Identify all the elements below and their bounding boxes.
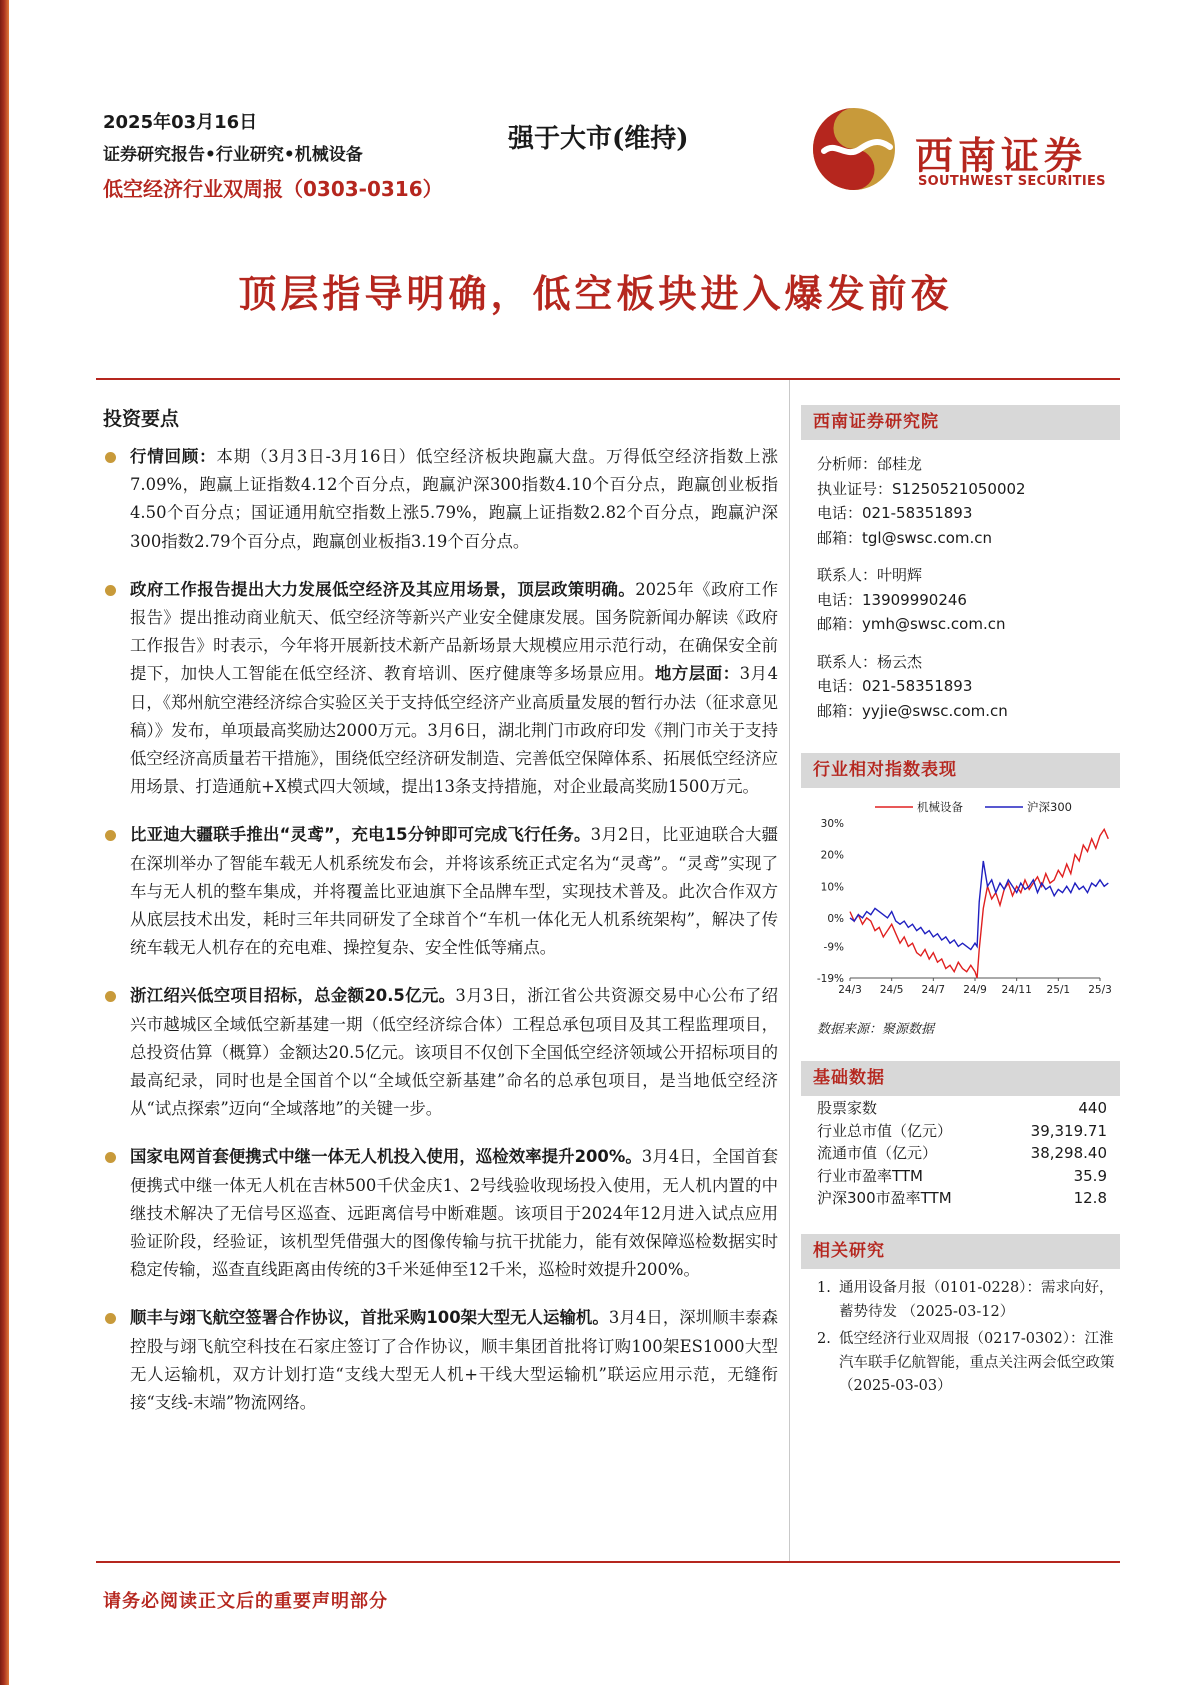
contact-line: 邮箱：tgl@swsc.com.cn [817, 528, 993, 547]
bullet-body: 3月3日，浙江省公共资源交易中心公布了绍兴市越城区全域低空新基建一期（低空经济综合体）工程总承包项目及其工程监理项目，总投资估算（概算）金额达20.5亿元。该项目不仅创下全国低空经济领域公开招标项目的最高纪录，同时也是全国首个以“全域低空新基建”命名的总承包项目，是当地低空经济从“试点探索”迈向“全域落地”的关键一步。 [130, 986, 778, 1119]
bullet-body: 3月4日，深圳顺丰泰森控股与翊飞航空科技在石家庄签订了合作协议，顺丰集团首批将订购100架ES1000大型无人运输机，双方计划打造“支线大型无人机+干线大型运输机”联运应用示范，无缝衔接“支线-末端”物流网络。 [130, 1308, 778, 1413]
base-data-row [817, 1120, 1107, 1143]
y-tick-label: 10% [820, 881, 844, 894]
base-data-value: 35.9 [1073, 1166, 1107, 1185]
contact-line: 电话：13909990246 [817, 590, 967, 609]
related-item-text: 通用设备月报（0101-0228）：需求向好，蓄势待发 （2025-03-12） [839, 1280, 1114, 1320]
contact-line: 执业证号：S1250521050002 [817, 479, 1026, 498]
brand-name-en: SOUTHWEST SECURITIES [918, 174, 1106, 189]
contact-line: 联系人：杨云杰 [817, 652, 923, 671]
base-data-value: 12.8 [1073, 1189, 1107, 1208]
base-data-value: 38,298.40 [1030, 1144, 1107, 1163]
bullet-dot-icon [105, 991, 116, 1002]
related-research-list [817, 1277, 1117, 1403]
x-tick-label: 25/3 [1088, 984, 1112, 996]
analyst-contacts [817, 452, 1117, 723]
brand-logo-icon [812, 107, 896, 191]
section-title-investment-points: 投资要点 [103, 408, 180, 430]
sidebar-header-base-data: 基础数据 [801, 1061, 1120, 1096]
x-tick-label: 25/1 [1046, 984, 1071, 996]
relative-index-chart [805, 793, 1115, 1003]
base-data-value: 39,319.71 [1030, 1121, 1107, 1140]
bullet-heading: 政府工作报告提出大力发展低空经济及其应用场景，顶层政策明确。 [130, 579, 636, 599]
bullet-subheading: 地方层面： [654, 664, 740, 684]
bullet-dot-icon [105, 1313, 116, 1324]
contact-line: 电话：021-58351893 [817, 677, 973, 695]
bullet-dot-icon [105, 452, 116, 463]
bullet-heading: 顺丰与翊飞航空签署合作协议，首批采购100架大型无人运输机。 [130, 1308, 609, 1328]
sidebar-header-institute: 西南证券研究院 [801, 405, 1120, 440]
y-tick-label: 0% [827, 912, 844, 925]
investment-bullet [103, 1143, 778, 1284]
x-tick-label: 24/9 [963, 984, 987, 996]
series-line-2 [850, 861, 1108, 950]
contact-line: 分析师：邰桂龙 [817, 455, 923, 473]
contact-gap [817, 637, 1117, 650]
base-data-label: 沪深300市盈率TTM [817, 1189, 952, 1208]
report-title: 顶层指导明确，低空板块进入爆发前夜 [238, 271, 953, 316]
related-research-item [817, 1277, 1117, 1324]
column-divider [789, 380, 790, 1561]
base-data-row [817, 1097, 1107, 1120]
bullet-dot-icon [105, 585, 116, 596]
contact-line: 邮箱：ymh@swsc.com.cn [817, 615, 1006, 633]
bullet-heading: 行情回顾： [130, 447, 217, 466]
base-data-label: 行业市盈率TTM [817, 1166, 924, 1185]
investment-bullet [103, 1304, 778, 1417]
base-data-label: 行业总市值（亿元） [817, 1121, 953, 1140]
base-data-label: 流通市值（亿元） [817, 1144, 938, 1163]
bullet-heading: 比亚迪大疆联手推出“灵鸢”，充电15分钟即可完成飞行任务。 [130, 825, 591, 845]
x-tick-label: 24/3 [838, 984, 862, 996]
base-data-row [817, 1142, 1107, 1165]
related-item-number: 1. [817, 1280, 831, 1296]
y-tick-label: 20% [820, 849, 844, 862]
investment-bullet [103, 443, 778, 556]
investment-bullet [103, 982, 778, 1123]
brand-name-cn: 西南证券 [915, 133, 1088, 178]
y-tick-label: 30% [820, 818, 844, 830]
y-tick-label: -19% [816, 973, 844, 985]
chart-source: 数据来源：聚源数据 [817, 1022, 935, 1037]
sidebar-header-related: 相关研究 [801, 1234, 1120, 1269]
top-rule [96, 378, 1120, 380]
bullet-dot-icon [105, 830, 116, 841]
bottom-rule [96, 1561, 1120, 1563]
contact-line: 电话：021-58351893 [817, 504, 973, 522]
contact-line: 联系人：叶明辉 [817, 566, 923, 584]
base-data-table [817, 1097, 1107, 1210]
base-data-row [817, 1165, 1107, 1188]
bullet-body: 2025年《政府工作报告》提出推动商业航天、低空经济等新兴产业安全健康发展。国务院新闻办解读《政府工作报告》时表示，今年将开展新技术新产品新场景大规模应用示范行动，在确保安全前提下，加快人工智能在低空经济、教育培训、医疗健康等多场景应用。 [130, 579, 778, 684]
bullet-body-continued: 3月4日，《郑州航空港经济综合实验区关于支持低空经济产业高质量发展的暂行办法（征求意见稿）》发布，单项最高奖励达2000万元。3月6日，湖北荆门市政府印发《荆门市关于支持低空经济高质量若干措施》，围绕低空经济研发制造、完善低空保障体系、拓展低空经济应用场景、打造通航+X模式四大领域，提出13条支持措施，对企业最高奖励1500万元。 [130, 664, 779, 797]
report-series: 低空经济行业双周报（0303-0316） [103, 177, 443, 201]
bullet-dot-icon [105, 1152, 116, 1163]
x-tick-label: 24/5 [879, 984, 904, 996]
footer-disclaimer-note: 请务必阅读正文后的重要声明部分 [103, 1591, 388, 1612]
report-date: 2025年03月16日 [103, 112, 258, 133]
legend-label-1: 机械设备 [917, 800, 963, 814]
bullet-body: 3月4日，全国首套便携式中继一体无人机在吉林500千伏金庆1、2号线验收现场投入使用，无人机内置的中继技术解决了无信号区巡查、远距离信号中断难题。该项目于2024年12月进入试点应用验证阶段，经验证，该机型凭借强大的图像传输与抗干扰能力，能有效保障巡检数据实时稳定传输，巡查直线距离由传统的3千米延伸至12千米，巡检时效提升200%。 [130, 1147, 778, 1280]
x-tick-label: 24/11 [1001, 984, 1032, 996]
investment-bullet [103, 821, 778, 962]
related-item-number: 2. [817, 1331, 831, 1347]
contact-line: 邮箱：yyjie@swsc.com.cn [817, 701, 1008, 720]
y-tick-label: -9% [823, 941, 844, 954]
investment-bullet [103, 576, 778, 802]
related-research-item [817, 1328, 1117, 1399]
legend-label-2: 沪深300 [1027, 800, 1072, 814]
bullet-body: 3月2日，比亚迪联合大疆在深圳举办了智能车载无人机系统发布会，并将该系统正式定名为“灵鸢”。“灵鸢”实现了车与无人机的整车集成，并将覆盖比亚迪旗下全品牌车型，实现技术普及。此次合作双方从底层技术出发，耗时三年共同研发了全球首个“车机一体化无人机系统架构”，解决了传统车载无人机存在的充电难、操控复杂、安全性低等痛点。 [130, 825, 779, 958]
base-data-label: 股票家数 [817, 1099, 878, 1117]
x-tick-label: 24/7 [921, 984, 946, 996]
investment-bullets [103, 443, 778, 1437]
base-data-row [817, 1187, 1107, 1210]
contact-gap [817, 550, 1117, 563]
bullet-body: 本期（3月3日-3月16日）低空经济板块跑赢大盘。万得低空经济指数上涨7.09%，跑赢上证指数4.12个百分点，跑赢沪深300指数4.10个百分点，跑赢创业板指4.50个百分点；国证通用航空指数上涨5.79%，跑赢上证指数2.82个百分点，跑赢沪深300指数2.79个百分点，跑赢创业板指3.19个百分点。 [130, 447, 778, 551]
report-type: 证券研究报告•行业研究•机械设备 [103, 145, 363, 165]
related-item-text: 低空经济行业双周报（0217-0302）：江淮汽车联手亿航智能，重点关注两会低空政策 （2025-03-03） [839, 1331, 1115, 1394]
base-data-value: 440 [1078, 1099, 1107, 1117]
bullet-heading: 浙江绍兴低空项目招标，总金额20.5亿元。 [130, 986, 456, 1006]
left-accent-stripe [0, 0, 9, 1685]
rating: 强于大市(维持) [508, 124, 689, 154]
sidebar-header-chart: 行业相对指数表现 [801, 753, 1120, 788]
bullet-heading: 国家电网首套便携式中继一体无人机投入使用，巡检效率提升200%。 [130, 1147, 642, 1167]
